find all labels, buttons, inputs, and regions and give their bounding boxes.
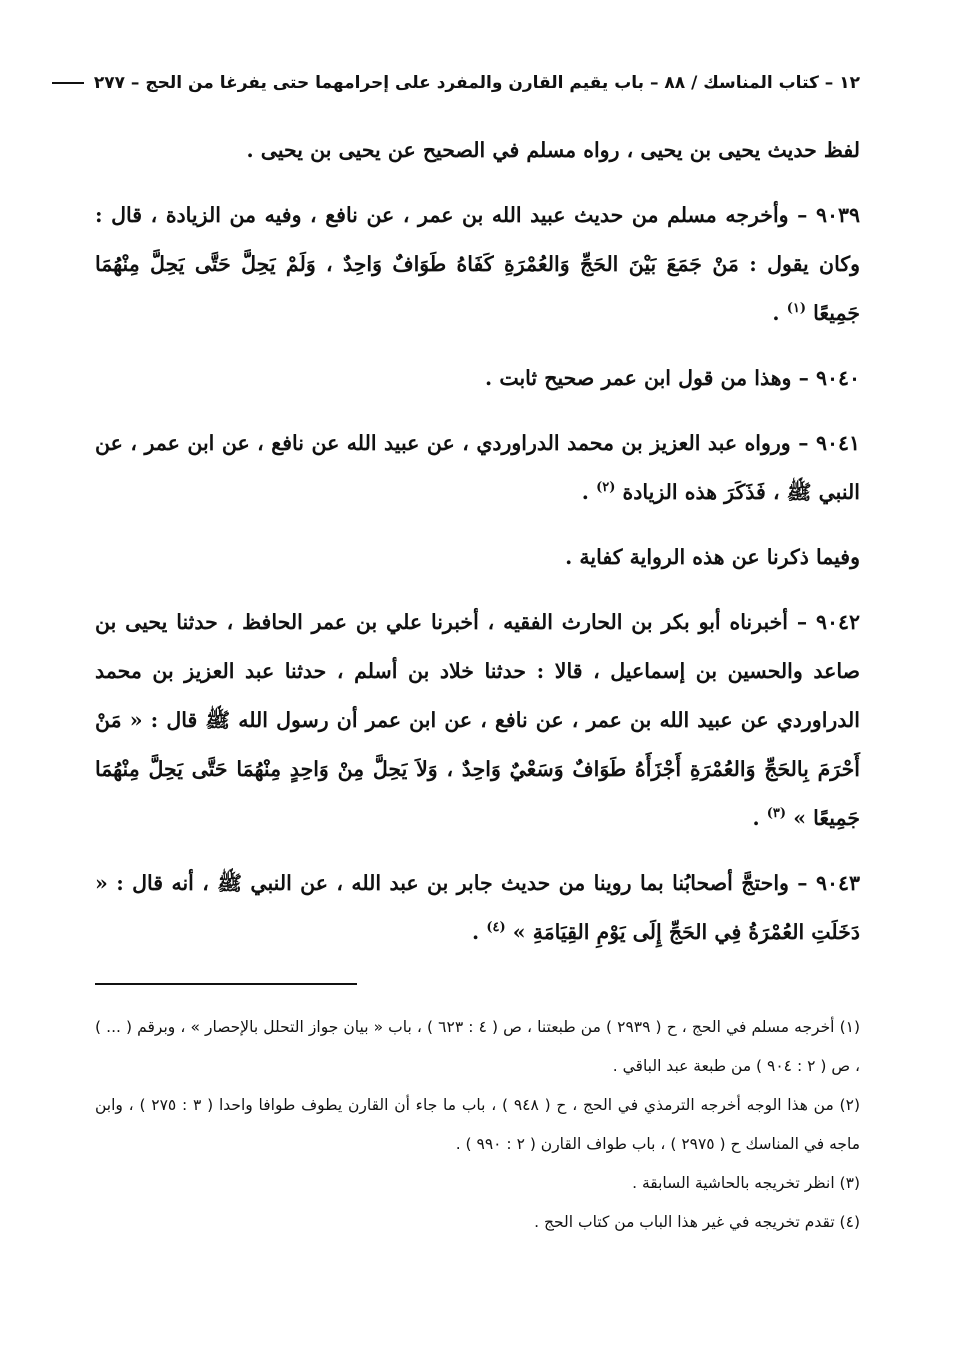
paragraph: وفيما ذكرنا عن هذه الرواية كفاية . — [565, 545, 860, 569]
footnote-4: (٤) تقدم تخريجه في غير هذا الباب من كتاب الحج . — [534, 1213, 860, 1231]
footnote-2: (٢) من هذا الوجه أخرجه الترمذي في الحج ، ح ( ٩٤٨ ) ، باب ما جاء أن القارن يطوف طوافا واحدا ( ٣ : ٢٧٥ ) ، وابن ماجه في المناسك ح ( ٢٩٧٥ ) ، باب طواف القارن ( ٢ : ٩٩٠ ) . — [95, 1096, 860, 1153]
running-header — [90, 66, 860, 100]
footnote-ref: (٣) — [766, 806, 787, 822]
hadith-9043: ٩٠٤٣ – واحتجَّ أصحابُنا بما روينا من حديث جابر بن عبد الله ، عن النبي ﷺ ، أنه قال : « دَخَلَتِ العُمْرَةُ فِي الحَجِّ إِلَى يَوْمِ القِيَامَةِ » $^{(٤)}$ . — [95, 871, 860, 944]
paragraph: لفظ حديث يحيى بن يحيى ، رواه مسلم في الصحيح عن يحيى بن يحيى . — [246, 138, 860, 162]
footnote-separator — [95, 983, 357, 985]
hadith-9039: ٩٠٣٩ – وأخرجه مسلم من حديث عبيد الله بن عمر ، عن نافع ، وفيه من الزيادة ، قال : وكان يقول : مَنْ جَمَعَ بَيْنَ الحَجِّ وَالعُمْرَةِ كَفَاهُ طَوَافٌ وَاحِدٌ ، وَلَمْ يَحِلَّ حَتَّى يَحِلَّ مِنْهُمَا جَمِيعًا $^{(١)}$ . — [95, 203, 860, 325]
footnote-1: (١) أخرجه مسلم في الحج ، ح ( ٢٩٣٩ ) من طبعتنا ، ص ( ٤ : ٦٢٣ ) ، باب « بيان جواز التحلل بالإحصار » ، وبرقم ( ... ) ، ص ( ٢ : ٩٠٤ ) من طبعة عبد الباقي . — [95, 1018, 861, 1075]
hadith-9041: ٩٠٤١ – ورواه عبد العزيز بن محمد الدراوردي ، عن عبيد الله عن نافع ، عن ابن عمر ، عن النبي ﷺ ، فَذَكَرَ هذه الزيادة $^{(٢)}$ . — [95, 431, 860, 504]
footnotes — [95, 1008, 860, 1242]
hadith-9040: ٩٠٤٠ – وهذا من قول ابن عمر صحيح ثابت . — [485, 366, 860, 390]
running-title: ١٢ – كتاب المناسك / ٨٨ – باب يقيم القارن والمفرد على إحرامهما حتى يفرغا من الحج – ٢٧٧ — [93, 73, 860, 93]
main-text — [95, 126, 860, 957]
footnote-ref: (١) — [786, 301, 806, 317]
footnote-ref: (٤) — [486, 920, 506, 936]
footnote-ref: (٢) — [596, 480, 616, 496]
header-rule — [52, 82, 84, 84]
footnote-3: (٣) انظر تخريجه بالحاشية السابقة . — [632, 1174, 860, 1192]
hadith-9042: ٩٠٤٢ – أخبرناه أبو بكر بن الحارث الفقيه ، أخبرنا علي بن عمر الحافظ ، حدثنا يحيى بن صاعد والحسين بن إسماعيل ، قالا : حدثنا خلاد بن أسلم ، حدثنا عبد العزيز بن محمد الدراوردي عن عبيد الله بن عمر ، عن نافع ، عن ابن عمر أن رسول الله ﷺ قال : « مَنْ أَحْرَمَ بِالحَجِّ وَالعُمْرَةِ أَجْزَأَهُ طَوَافٌ وَسَعْيٌ وَاحِدٌ ، وَلاَ يَحِلَّ مِنْ وَاحِدٍ مِنْهُمَا حَتَّى يَحِلَّ مِنْهُمَا جَمِيعًا » $^{(٣)}$ . — [95, 610, 860, 830]
